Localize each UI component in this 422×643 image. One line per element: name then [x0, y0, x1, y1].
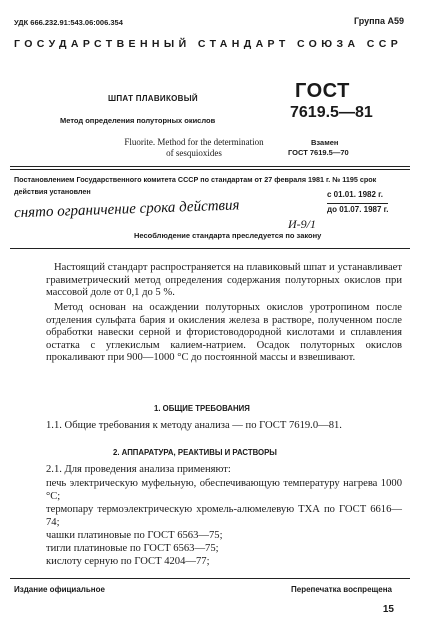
title-russian: ШПАТ ПЛАВИКОВЫЙ — [108, 94, 198, 103]
gost-number: 7619.5—81 — [290, 104, 373, 121]
date-from: с 01.01. 1982 г. — [327, 190, 383, 199]
udk-code: УДК 666.232.91:543.06:006.354 — [14, 18, 123, 27]
list-item: печь электрическую муфельную, обеспечивающую температуру нагрева 1000 °С; — [46, 478, 402, 502]
list-item: термопару термоэлектрическую хромель-алюмелевую ТХА по ГОСТ 6616—74; — [46, 504, 402, 528]
replaces-value: ГОСТ 7619.5—70 — [288, 148, 349, 157]
method-paragraph: Метод основан на осаждении полуторных окислов уротропином после отделения сульфата бария и окисления железа в растворе, полученном после обработки навески серной и фтористоводородной кислотами и сплавления остатка с углекислым калием-натрием. Осадок полуторных окислов прокаливают при 900—1000 °С до постоянной массы и взвешивают. — [46, 302, 402, 364]
approval-text: Постановлением Государственного комитета СССР по стандартам от 27 февраля 1981 г. № 1195 срок действия установлен — [14, 175, 377, 196]
replaces-label: Взамен — [311, 138, 339, 147]
handwritten-annotation: снято ограничение срока действия — [13, 197, 240, 222]
page-number: 15 — [382, 604, 394, 615]
subtitle-russian: Метод определения полуторных окислов — [60, 116, 216, 125]
gost-label: ГОСТ — [295, 80, 350, 102]
footer-official-edition: Издание официальное — [14, 585, 105, 594]
section-1-title: 1. ОБЩИЕ ТРЕБОВАНИЯ — [154, 404, 250, 413]
title-english-line2: of sesquioxides — [166, 148, 222, 158]
list-item: тигли платиновые по ГОСТ 6563—75; — [46, 543, 219, 554]
state-standard-banner: ГОСУДАРСТВЕННЫЙ СТАНДАРТ СОЮЗА ССР — [14, 38, 403, 50]
title-english-line1: Fluorite. Method for the determination — [124, 137, 264, 147]
group-code: Группа А59 — [353, 16, 404, 26]
divider-top-thin — [10, 169, 410, 170]
list-item: кислоту серную по ГОСТ 4204—77; — [46, 556, 210, 567]
date-to: до 01.07. 1987 г. — [327, 205, 389, 214]
divider-bottom — [10, 578, 410, 579]
divider-middle — [10, 248, 410, 249]
footer-reprint-prohibited: Перепечатка воспрещена — [291, 585, 392, 594]
penalty-note: Несоблюдение стандарта преследуется по закону — [134, 231, 322, 240]
intro-paragraph: Настоящий стандарт распространяется на плавиковый шпат и устанавливает гравиметрический метод определения содержания полуторных окислов при массовой доле от 0,1 до 5 %. — [46, 262, 402, 299]
list-item: чашки платиновые по ГОСТ 6563—75; — [46, 530, 223, 541]
section-2-title: 2. АППАРАТУРА, РЕАКТИВЫ И РАСТВОРЫ — [113, 448, 277, 457]
handwritten-mark: И-9/1 — [288, 217, 316, 231]
section-1-text: 1.1. Общие требования к методу анализа — по ГОСТ 7619.0—81. — [46, 420, 342, 431]
divider-top — [10, 166, 410, 167]
section-2-intro: 2.1. Для проведения анализа применяют: — [46, 464, 231, 475]
title-english — [94, 137, 294, 159]
